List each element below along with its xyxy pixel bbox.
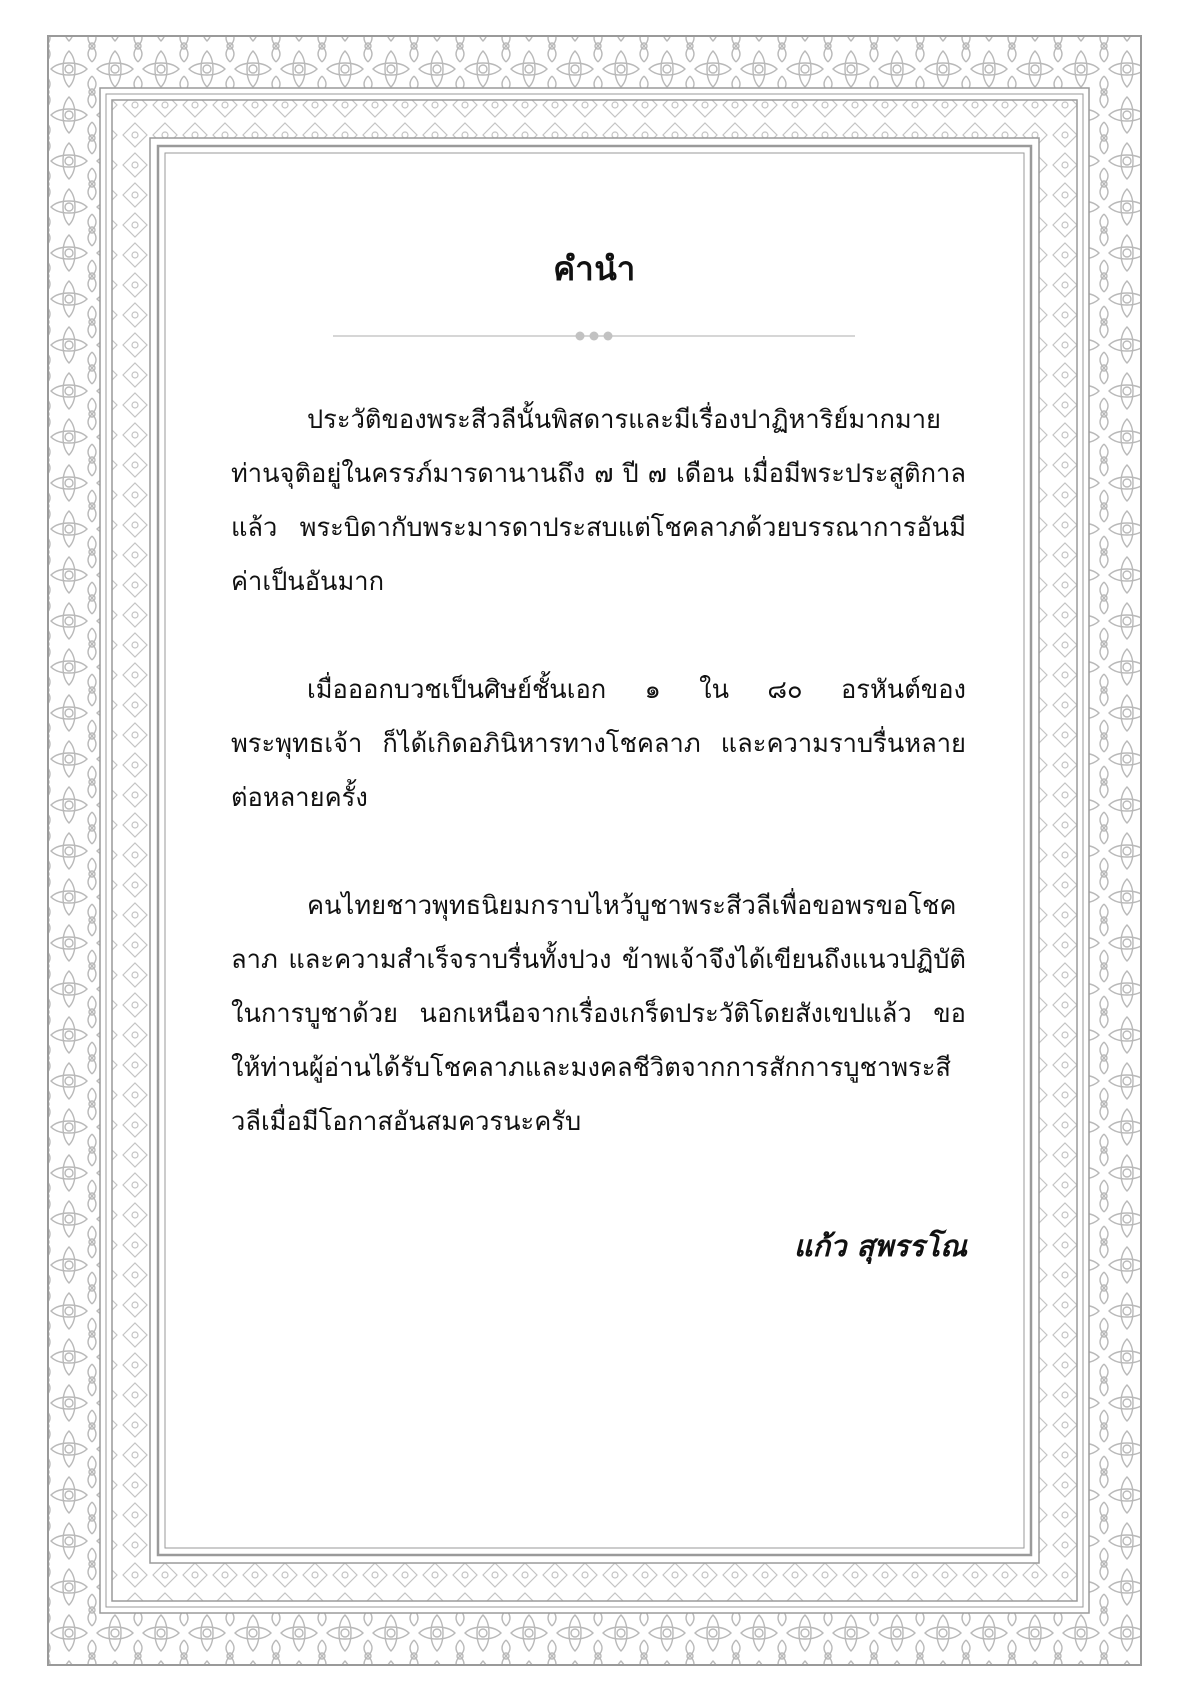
page-content (165, 165, 1024, 1535)
author-signature: แก้ว สุพรรโณ (793, 1229, 967, 1263)
page-title: คำนำ (553, 249, 636, 288)
paragraph-2: เมื่อออกบวชเป็นศิษย์ชั้นเอก ๑ ใน ๘๐ อรหันต์ของพระพุทธเจ้า ก็ได้เกิดอภินิหารทางโชคลาภ และความราบรื่นหลายต่อหลายครั้ง (231, 675, 966, 813)
paragraph-1: ประวัติของพระสีวลีนั้นพิสดารและมีเรื่องปาฏิหาริย์มากมาย ท่านจุติอยู่ในครรภ์มารดานานถึง ๗ ปี ๗ เดือน เมื่อมีพระประสูติกาลแล้ว พระบิดากับพระมารดาประสบแต่โชคลาภด้วยบรรณาการอันมีค่าเป็นอันมาก (231, 405, 966, 597)
paragraph-3: คนไทยชาวพุทธนิยมกราบไหว้บูชาพระสีวลีเพื่อขอพรขอโชคลาภ และความสำเร็จราบรื่นทั้งปวง ข้าพเจ้าจึงได้เขียนถึงแนวปฏิบัติในการบูชาด้วย นอกเหนือจากเรื่องเกร็ดประวัติโดยสังเขปแล้ว ขอให้ท่านผู้อ่านได้รับโชคลาภและมงคลชีวิตจากการสักการบูชาพระสีวลีเมื่อมีโอกาสอันสมควรนะครับ (231, 891, 966, 1137)
title-divider (333, 328, 855, 344)
preface-body (231, 393, 966, 1149)
